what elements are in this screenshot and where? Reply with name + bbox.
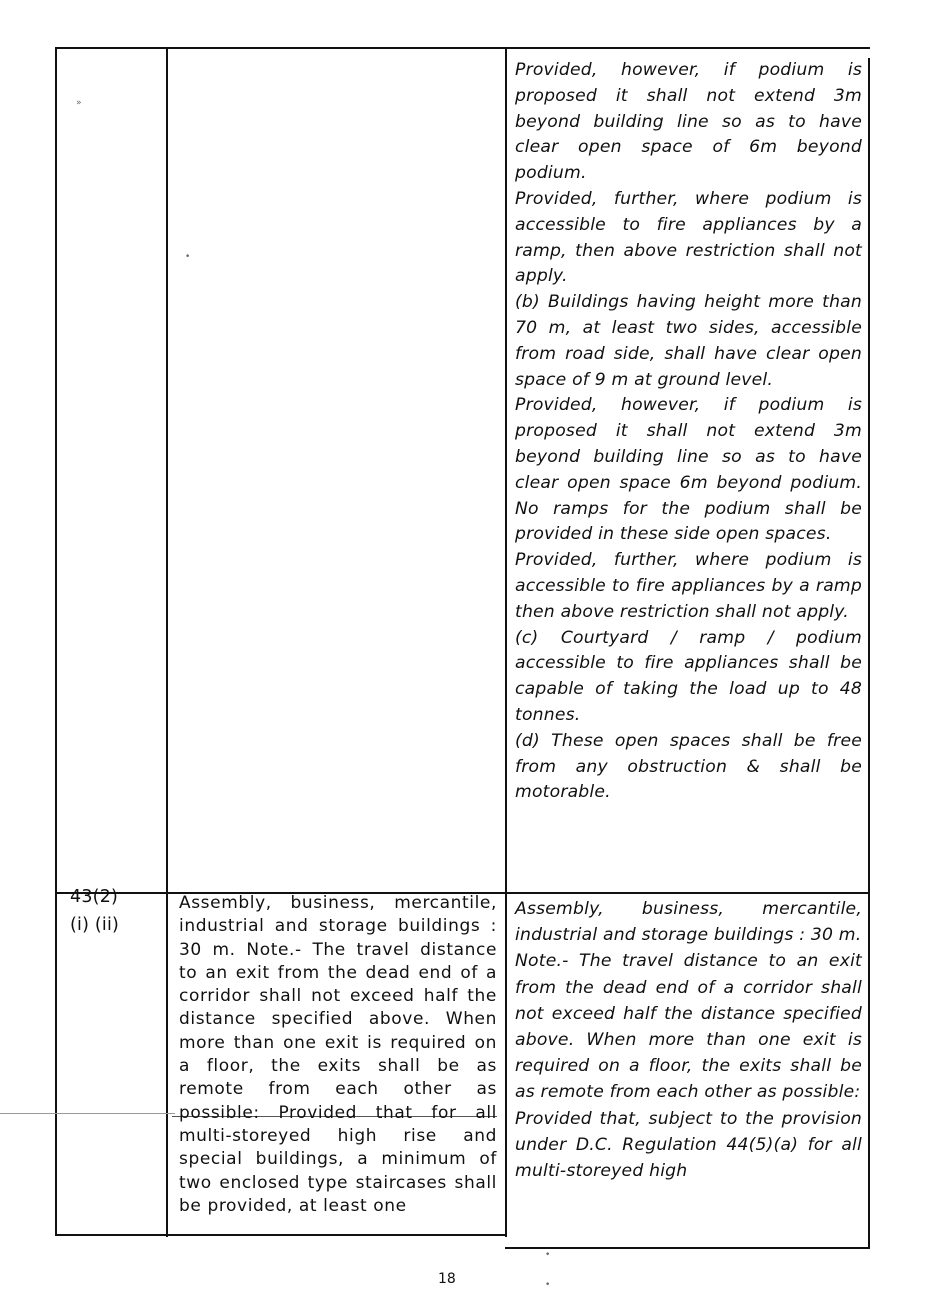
row1-proposed-text (515, 58, 862, 806)
row1-para-6: (c) Courtyard / ramp / podium accessible to fire appliances shall be capable of taking the load up to 48 tonnes. (515, 627, 862, 725)
table-border-left (55, 47, 57, 1235)
row2-para-3: Provided that, subject to the provision under D.C. Regulation 44(5)(a) for all multi-storeyed high (515, 1108, 862, 1182)
table-border-right (868, 58, 870, 1248)
row1-para-2: Provided, further, where podium is accessible to fire appliances by a ramp, then above restriction shall not apply. (515, 188, 862, 287)
page-number: 18 (438, 1271, 456, 1287)
scan-speck: • (545, 1280, 551, 1290)
row1-para-1: Provided, however, if podium is proposed it shall not extend 3m beyond building line so as to have clear open space of 6m beyond podium. (515, 60, 862, 184)
scan-artifact-line (0, 1113, 175, 1114)
row2-proposed-text (515, 896, 862, 1184)
row2-para-1: Assembly, business, mercantile, industrial and storage buildings : 30 m. (515, 899, 862, 946)
row2-existing-text (179, 892, 497, 1218)
table-border-top (55, 47, 870, 49)
clause-line-2: (i) (ii) (70, 915, 120, 935)
table-divider-col2 (505, 47, 507, 1237)
clause-line-1: 43(2) (70, 887, 119, 907)
table-border-bottom-left (55, 1234, 505, 1236)
row1-para-5: Provided, further, where podium is accessible to fire appliances by a ramp then above restriction shall not apply. (515, 550, 862, 622)
row1-para-3: (b) Buildings having height more than 70 m, at least two sides, accessible from road side, shall have clear open space of 9 m at ground level. (515, 292, 862, 390)
row2-para-2: Note.- The travel distance to an exit from the dead end of a corridor shall not exceed half the distance specified above. When more than one exit is required on a floor, the exits shall be as remote from each other as possible: (515, 951, 862, 1103)
row1-para-7: (d) These open spaces shall be free from any obstruction & shall be motorable. (515, 730, 862, 803)
scan-speck: » (76, 98, 82, 108)
existing-para: Assembly, business, mercantile, industrial and storage buildings : 30 m. Note.- The travel distance to an exit from the dead end of a corridor shall not exceed half the distance specified above. When more than one exit is required on a floor, the exits shall be as remote from each other as possible: Provided that for all multi-storeyed high rise and special buildings, a minimum of two enclosed type staircases shall be provided, at least one (179, 893, 497, 1216)
scan-speck: • (545, 1250, 551, 1260)
table-border-bottom-right (505, 1247, 870, 1249)
row1-para-4: Provided, however, if podium is proposed it shall not extend 3m beyond building line so as to have clear open space 6m beyond podium. No ramps for the podium shall be provided in these side open spaces. (515, 395, 862, 545)
scan-speck: • (185, 252, 191, 262)
row2-clause-number (70, 883, 158, 939)
table-divider-col1 (166, 47, 168, 1237)
